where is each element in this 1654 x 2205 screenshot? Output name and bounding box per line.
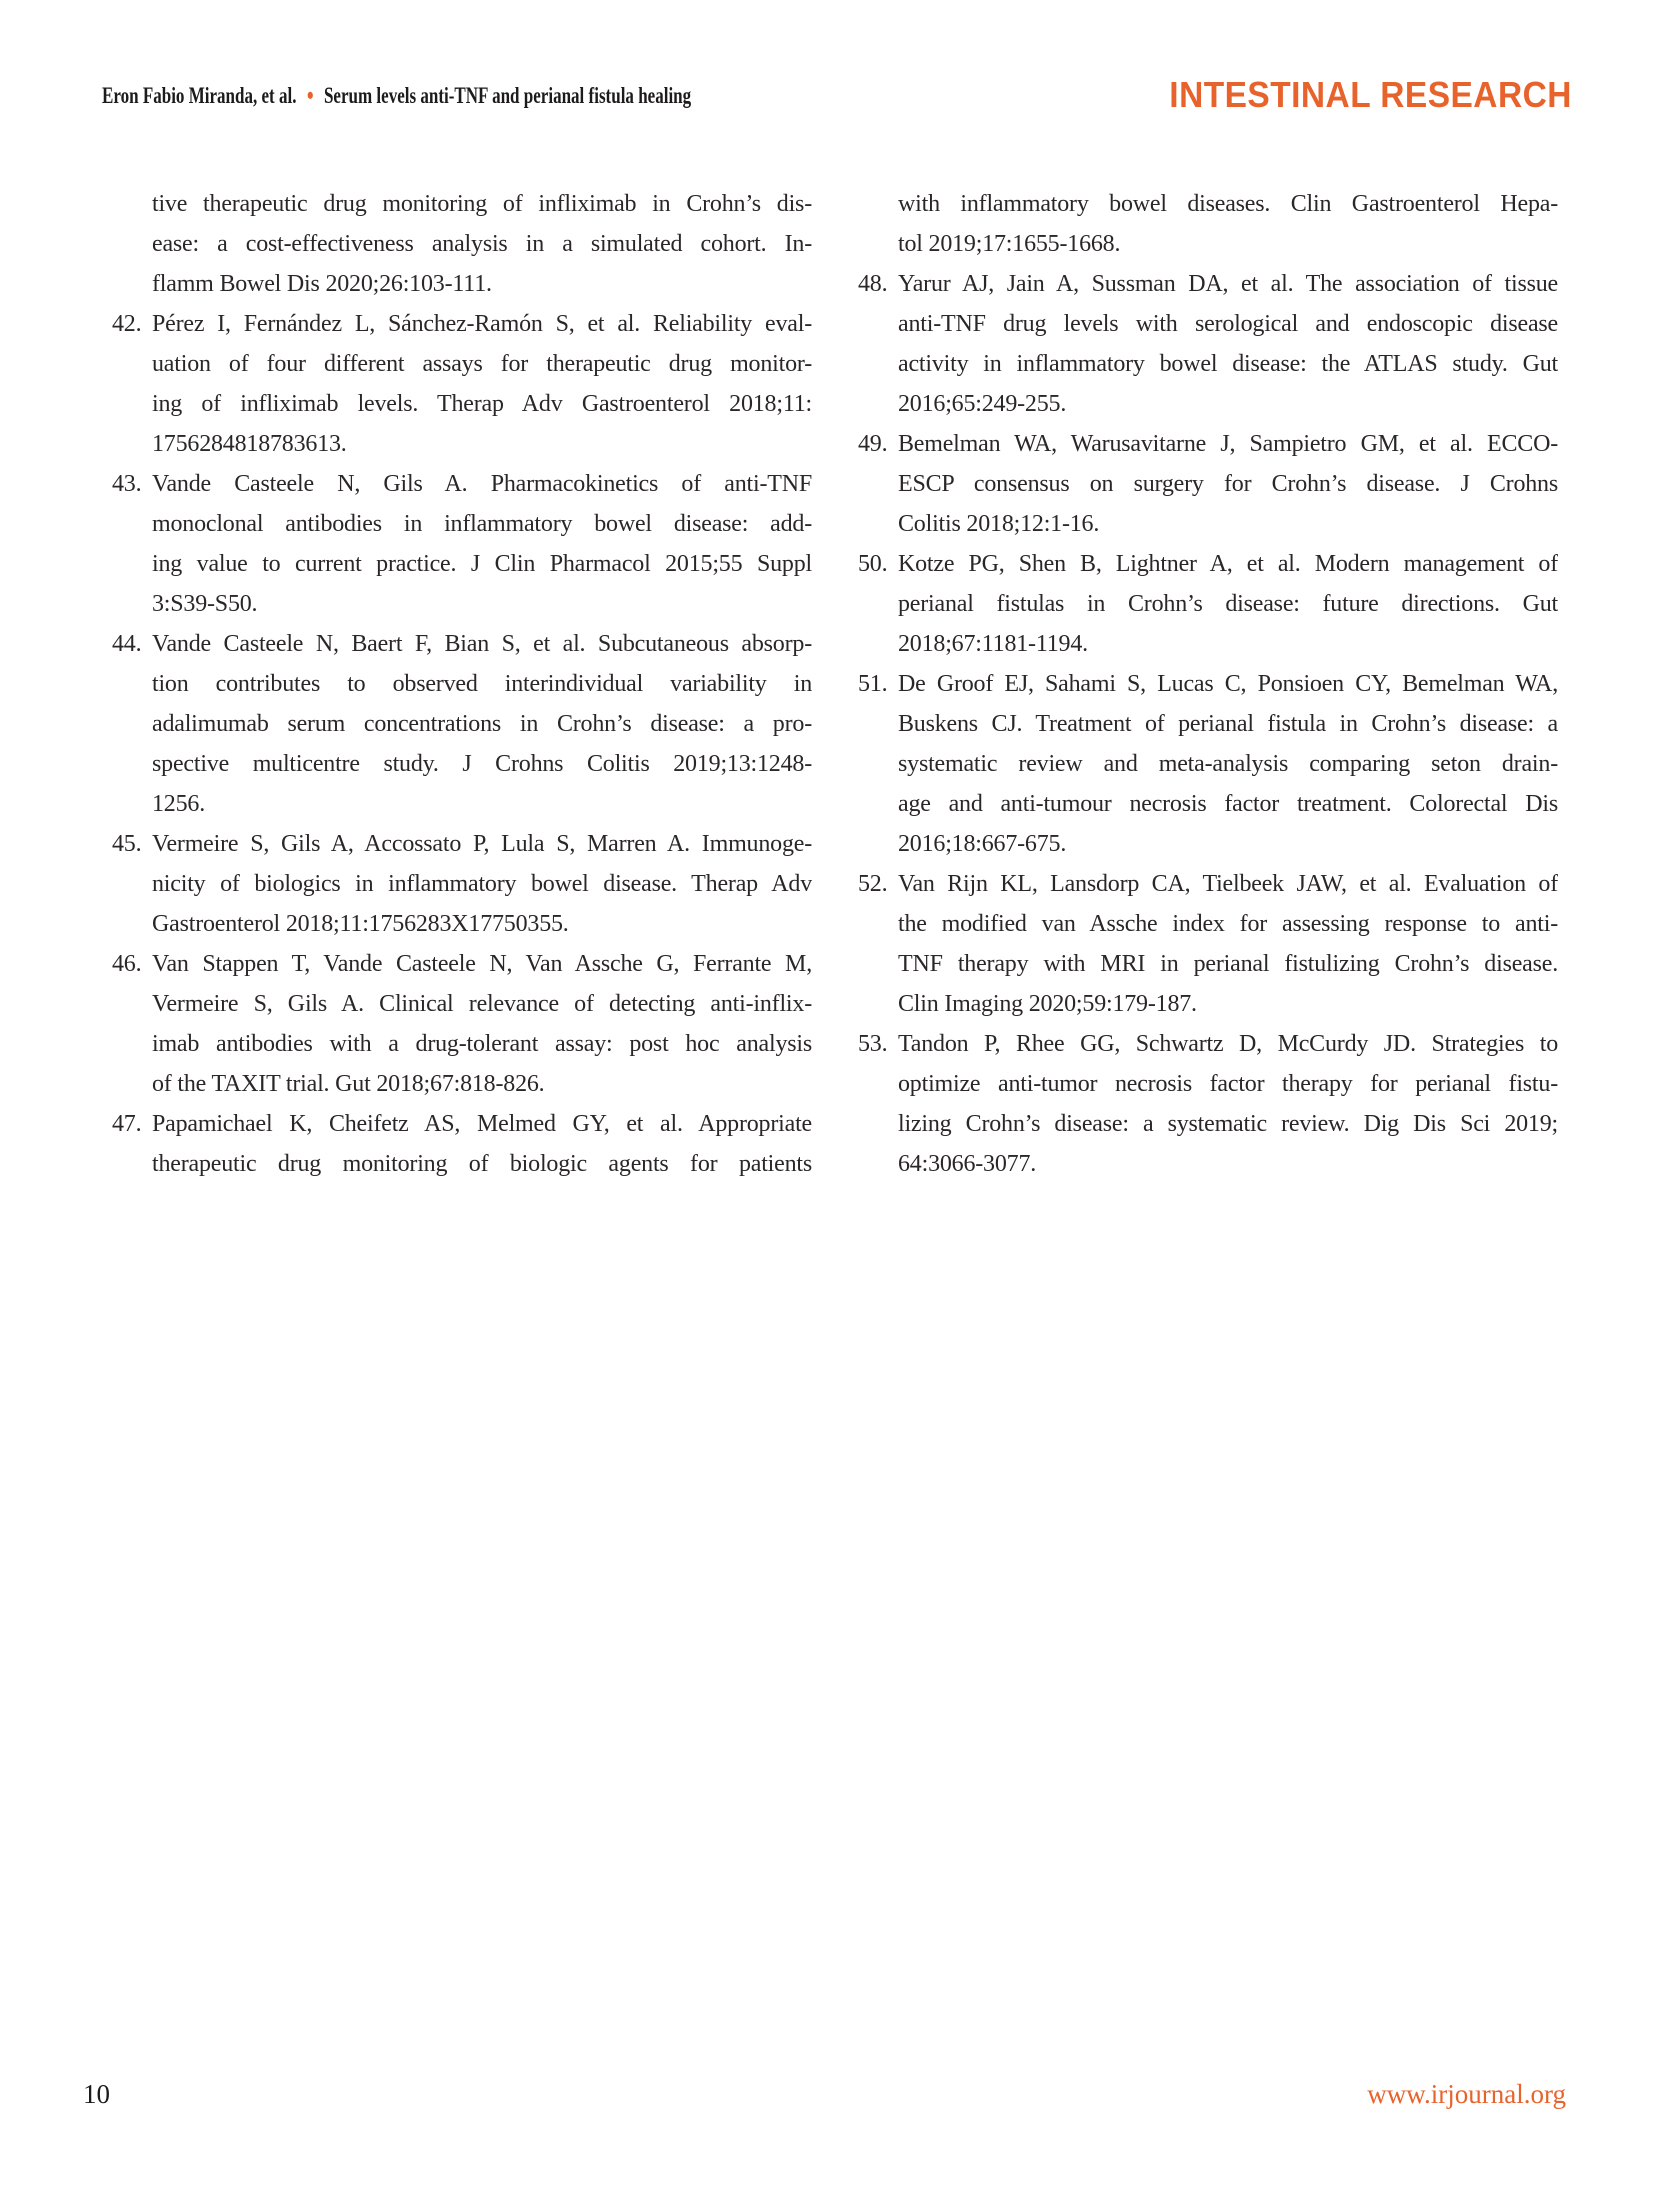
reference-line: uation of four different assays for therapeutic drug monitor-	[152, 351, 812, 377]
reference-number: 42.	[112, 311, 142, 337]
reference-text	[898, 864, 1558, 1024]
reference-line: flamm Bowel Dis 2020;26:103-111.	[152, 271, 492, 297]
reference-item	[858, 864, 1558, 1024]
reference-item	[858, 424, 1558, 544]
reference-text	[898, 544, 1558, 664]
reference-line: tol 2019;17:1655-1668.	[898, 231, 1121, 257]
reference-line: spective multicentre study. J Crohns Colitis 2019;13:1248-	[152, 751, 812, 777]
reference-text	[898, 1024, 1558, 1184]
reference-line: Vande Casteele N, Baert F, Bian S, et al. Subcutaneous absorp-	[152, 631, 812, 657]
reference-number: 51.	[858, 671, 888, 697]
reference-item	[112, 624, 812, 824]
reference-item	[858, 544, 1558, 664]
reference-number: 49.	[858, 431, 888, 457]
reference-line: imab antibodies with a drug-tolerant assay: post hoc analysis	[152, 1031, 812, 1057]
reference-line: lizing Crohn’s disease: a systematic review. Dig Dis Sci 2019;	[898, 1111, 1558, 1137]
reference-line: monoclonal antibodies in inflammatory bowel disease: add-	[152, 511, 812, 537]
reference-line: perianal fistulas in Crohn’s disease: future directions. Gut	[898, 591, 1558, 617]
journal-website-link[interactable]: www.irjournal.org	[1367, 2079, 1566, 2109]
reference-number: 47.	[112, 1111, 142, 1137]
reference-line: 64:3066-3077.	[898, 1151, 1037, 1177]
reference-line: the modified van Assche index for assessing response to anti-	[898, 911, 1558, 937]
reference-line: 3:S39-S50.	[152, 591, 258, 617]
reference-line: optimize anti-tumor necrosis factor therapy for perianal fistu-	[898, 1071, 1558, 1097]
reference-line: ease: a cost-effectiveness analysis in a simulated cohort. In-	[152, 231, 812, 257]
reference-number: 44.	[112, 631, 142, 657]
reference-item	[112, 304, 812, 464]
reference-text	[152, 464, 812, 624]
reference-line: Vermeire S, Gils A. Clinical relevance of detecting anti-inflix-	[152, 991, 812, 1017]
reference-line: age and anti-tumour necrosis factor treatment. Colorectal Dis	[898, 791, 1558, 817]
running-head	[102, 82, 691, 110]
reference-line: tive therapeutic drug monitoring of infliximab in Crohn’s dis-	[152, 191, 812, 217]
reference-line: 1256.	[152, 791, 206, 817]
reference-line: Gastroenterol 2018;11:1756283X17750355.	[152, 911, 569, 937]
reference-line: Clin Imaging 2020;59:179-187.	[898, 991, 1197, 1017]
reference-item	[112, 184, 812, 304]
running-head-authors: Eron Fabio Miranda, et al.	[102, 83, 297, 108]
reference-line: systematic review and meta-analysis comparing seton drain-	[898, 751, 1558, 777]
reference-number: 50.	[858, 551, 888, 577]
reference-line: nicity of biologics in inflammatory bowel disease. Therap Adv	[152, 871, 812, 897]
reference-line: tion contributes to observed interindividual variability in	[152, 671, 812, 697]
reference-line: Bemelman WA, Warusavitarne J, Sampietro GM, et al. ECCO-	[898, 431, 1558, 457]
reference-line: activity in inflammatory bowel disease: the ATLAS study. Gut	[898, 351, 1558, 377]
reference-line: 2016;65:249-255.	[898, 391, 1067, 417]
reference-number: 45.	[112, 831, 142, 857]
reference-line: ing of infliximab levels. Therap Adv Gastroenterol 2018;11:	[152, 391, 812, 417]
reference-text	[152, 944, 812, 1104]
reference-item	[858, 1024, 1558, 1184]
reference-line: ing value to current practice. J Clin Pharmacol 2015;55 Suppl	[152, 551, 812, 577]
reference-text	[152, 304, 812, 464]
reference-number: 52.	[858, 871, 888, 897]
reference-item	[858, 664, 1558, 864]
reference-line: 2018;67:1181-1194.	[898, 631, 1088, 657]
reference-line: Pérez I, Fernández L, Sánchez-Ramón S, et al. Reliability eval-	[152, 311, 812, 337]
reference-line: Colitis 2018;12:1-16.	[898, 511, 1100, 537]
reference-text	[152, 824, 812, 944]
reference-line: Van Stappen T, Vande Casteele N, Van Assche G, Ferrante M,	[152, 951, 812, 977]
reference-number: 43.	[112, 471, 142, 497]
reference-line: adalimumab serum concentrations in Crohn’s disease: a pro-	[152, 711, 812, 737]
reference-line: Buskens CJ. Treatment of perianal fistula in Crohn’s disease: a	[898, 711, 1558, 737]
page-number: 10	[83, 2079, 110, 2109]
reference-line: Vermeire S, Gils A, Accossato P, Lula S, Marren A. Immunoge-	[152, 831, 812, 857]
running-head-title: Serum levels anti-TNF and perianal fistula healing	[323, 83, 692, 108]
reference-text	[898, 264, 1558, 424]
reference-item	[112, 464, 812, 624]
reference-line: with inflammatory bowel diseases. Clin Gastroenterol Hepa-	[898, 191, 1558, 217]
reference-line: ESCP consensus on surgery for Crohn’s disease. J Crohns	[898, 471, 1558, 497]
reference-line: De Groof EJ, Sahami S, Lucas C, Ponsioen CY, Bemelman WA,	[898, 671, 1558, 697]
reference-line: Kotze PG, Shen B, Lightner A, et al. Modern management of	[898, 551, 1558, 577]
reference-line: TNF therapy with MRI in perianal fistulizing Crohn’s disease.	[898, 951, 1558, 977]
reference-line: therapeutic drug monitoring of biologic agents for patients	[152, 1151, 812, 1177]
reference-text	[152, 624, 812, 824]
reference-item	[112, 824, 812, 944]
reference-text	[898, 184, 1558, 264]
reference-text	[898, 424, 1558, 544]
reference-line: of the TAXIT trial. Gut 2018;67:818-826.	[152, 1071, 545, 1097]
reference-line: Yarur AJ, Jain A, Sussman DA, et al. The association of tissue	[898, 271, 1558, 297]
reference-line: Van Rijn KL, Lansdorp CA, Tielbeek JAW, et al. Evaluation of	[898, 871, 1558, 897]
reference-item	[112, 944, 812, 1104]
reference-line: 1756284818783613.	[152, 431, 347, 457]
bullet-separator-icon: •	[306, 81, 314, 110]
reference-item	[858, 264, 1558, 424]
reference-text	[152, 1104, 812, 1184]
reference-line: Vande Casteele N, Gils A. Pharmacokinetics of anti-TNF	[152, 471, 812, 497]
reference-item	[858, 184, 1558, 264]
reference-line: Papamichael K, Cheifetz AS, Melmed GY, et al. Appropriate	[152, 1111, 812, 1137]
journal-logo: INTESTINAL RESEARCH	[1169, 74, 1572, 115]
reference-text	[898, 664, 1558, 864]
references-left-column	[112, 184, 812, 1184]
references-section	[112, 184, 1558, 1184]
reference-line: Tandon P, Rhee GG, Schwartz D, McCurdy JD. Strategies to	[898, 1031, 1558, 1057]
references-right-column	[858, 184, 1558, 1184]
reference-number: 53.	[858, 1031, 888, 1057]
reference-line: 2016;18:667-675.	[898, 831, 1067, 857]
reference-item	[112, 1104, 812, 1184]
reference-text	[152, 184, 812, 304]
reference-number: 48.	[858, 271, 888, 297]
reference-line: anti-TNF drug levels with serological and endoscopic disease	[898, 311, 1558, 337]
reference-number: 46.	[112, 951, 142, 977]
